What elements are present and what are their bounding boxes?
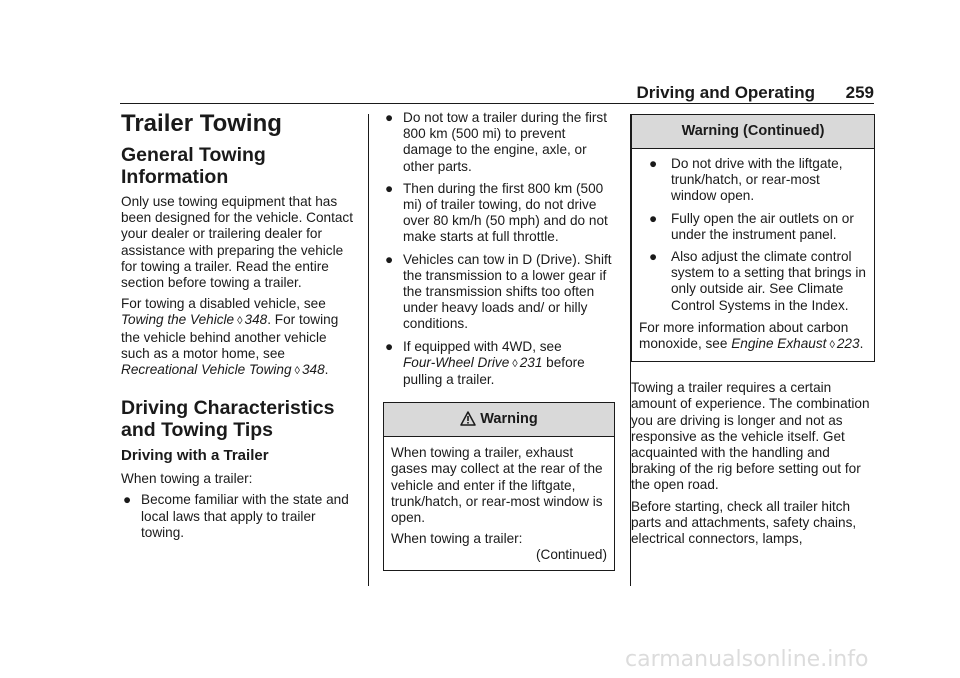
paragraph: When towing a trailer, exhaust gases may collect at the rear of the vehicle and enter if the liftgate, trunk/hatch, or rear-most window is open. (391, 445, 603, 526)
link-engine-exhaust[interactable]: Engine Exhaust (731, 336, 827, 352)
paragraph: When towing a trailer: (391, 531, 523, 547)
column-3 (631, 110, 875, 552)
warning-body (632, 149, 874, 361)
paragraph-more-info: For more information about carbon monoxide, see Engine Exhaust ◊ 223. (639, 319, 864, 352)
list-item: ● Also adjust the climate control system to a setting that brings in only outside air. See Climate Control Systems in the Index. (649, 249, 866, 313)
link-four-wheel-drive[interactable]: Four-Wheel Drive (403, 354, 510, 370)
watermark-footer: carmanualsonline.info (625, 647, 869, 672)
list-item: ● Become familiar with the state and local laws that apply to trailer towing. (123, 492, 349, 540)
warning-header (384, 403, 614, 437)
warning-body (384, 437, 614, 569)
link-towing-the-vehicle[interactable]: Towing the Vehicle (121, 312, 235, 328)
bullet-icon: ● (649, 249, 658, 265)
page-ref-icon: ◊ (512, 357, 518, 370)
warning-title: Warning (480, 411, 538, 428)
column-2 (383, 110, 615, 571)
page-ref-icon: ◊ (294, 365, 300, 378)
heading-general-towing (121, 144, 353, 188)
list-item: ● Vehicles can tow in D (Drive). Shift the transmission to a lower gear if the transmission shifts too often under heavy loads and/ or hilly conditions. (385, 251, 612, 332)
list-item: ● Then during the first 800 km (500 mi) of trailer towing, do not drive over 80 km/h (50 mph) and do not make starts at full throttle. (385, 180, 608, 245)
page-ref-icon: ◊ (237, 315, 243, 328)
paragraph-towing-refs: For towing a disabled vehicle, see Towing the Vehicle ◊ 348. For towing the vehicle behind another vehicle such as a motor home, see Recreational Vehicle Towing ◊ 348. (121, 296, 339, 378)
paragraph: When towing a trailer: (121, 471, 253, 487)
heading-line: Information (121, 166, 229, 188)
bullet-icon: ● (385, 110, 394, 125)
bullet-icon: ● (649, 156, 658, 171)
page-heading: Trailer Towing (121, 110, 282, 137)
paragraph: Only use towing equipment that has been designed for the vehicle. Contact your dealer or trailering dealer for assistance with preparing the vehicle for towing a trailer. Read the entire section before towing a trailer. (121, 194, 354, 291)
bullet-icon: ● (649, 210, 658, 226)
list-item: ● Do not tow a trailer during the first 800 km (500 mi) to prevent damage to the engine, axle, or other parts. (385, 110, 607, 174)
page-number: 259 (845, 83, 874, 102)
column-1 (121, 110, 353, 547)
list-item: ● If equipped with 4WD, see Four-Wheel Drive ◊ 231 before pulling a trailer. (385, 338, 585, 388)
list-item: ● Fully open the air outlets on or under the instrument panel. (649, 210, 854, 242)
paragraph: Before starting, check all trailer hitch parts and attachments, safety chains, electrical connectors, lamps, (631, 498, 857, 547)
bullet-icon: ● (385, 180, 394, 196)
page-ref-icon: ◊ (829, 339, 835, 352)
bullet-icon: ● (385, 251, 394, 267)
section-title: Driving and Operating (636, 83, 815, 102)
continued-label: (Continued) (535, 547, 607, 563)
heading-driving-characteristics (121, 397, 353, 441)
header-rule (120, 103, 874, 104)
heading-line: and Towing Tips (121, 419, 274, 442)
heading-driving-with-trailer: Driving with a Trailer (121, 447, 269, 465)
page-ref[interactable]: 231 (519, 354, 543, 370)
heading-line: Driving Characteristics (121, 397, 335, 420)
list-item: ● Do not drive with the liftgate, trunk/hatch, or rear-most window open. (649, 156, 843, 204)
page-ref[interactable]: 223 (836, 336, 860, 352)
page-ref[interactable]: 348 (244, 312, 268, 328)
heading-line: General Towing (121, 144, 266, 166)
paragraph: Towing a trailer requires a certain amount of experience. The combination you are driving is longer and not as responsive as the vehicle itself. Get acquainted with the handling and braking of the rig before setting out for the open road. (631, 380, 870, 493)
bullet-icon: ● (385, 338, 394, 354)
warning-icon (460, 411, 476, 426)
link-recreational-vehicle-towing[interactable]: Recreational Vehicle Towing (121, 362, 292, 378)
bullet-icon: ● (123, 492, 132, 508)
page-ref[interactable]: 348 (301, 362, 325, 378)
warning-header: Warning (Continued) (632, 115, 874, 149)
warning-box-continued (631, 114, 875, 362)
warning-box (383, 402, 615, 570)
column-divider-1 (368, 114, 369, 586)
